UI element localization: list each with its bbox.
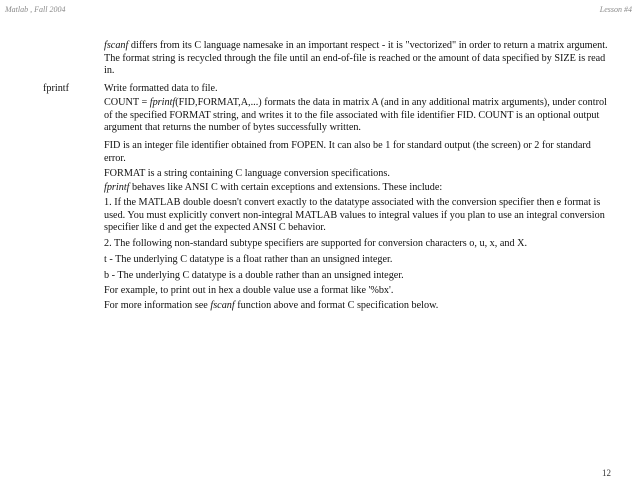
fprintf-fid: FID is an integer file identifier obtained from FOPEN. It can also be 1 for standard output (the screen) or 2 for standard error. [104, 140, 591, 164]
header-right: Lesson #4 [599, 5, 632, 14]
fprintf-format: FORMAT is a string containing C language conversion specifications. [104, 168, 390, 179]
syntax-fn-name: fprintf [149, 97, 176, 108]
fscanf-fn-name: fscanf [104, 40, 129, 51]
ansi-fn-name: fprintf [104, 182, 130, 193]
header-left: Matlab , Fall 2004 [5, 5, 66, 14]
page-number: 12 [602, 468, 611, 478]
syntax-post: (FID,FORMAT,A,...) formats the data in matrix A (and in any additional matrix arguments), under control of the specified FORMAT string, and writes it to the file associated with file identifier FID. COUNT is an optional output argument that returns the number of bytes successfully written. [104, 97, 607, 134]
fscanf-note [104, 40, 609, 78]
fprintf-subtype-t: t - The underlying C datatype is a float rather than an unsigned integer. [104, 254, 393, 265]
fprintf-item-2: 2. The following non-standard subtype specifiers are supported for conversion characters o, u, x, and X. [104, 238, 528, 249]
syntax-pre: COUNT = [104, 97, 150, 108]
fprintf-syntax [104, 97, 609, 135]
fscanf-note-text: differs from its C language namesake in an important respect - it is "vectorized" in order to return a matrix argument. The format string is recycled through the file until an end-of-file is reached or the amount of data specified by SIZE is read in. [104, 40, 608, 77]
more-post: function above and format C specification below. [234, 300, 439, 311]
fprintf-term: fprintf [43, 83, 70, 94]
fprintf-ansi [104, 182, 609, 195]
fprintf-more-info [104, 300, 609, 313]
fprintf-example: For example, to print out in hex a double value use a format like '%bx'. [104, 285, 394, 296]
more-fn-name: fscanf [210, 300, 235, 311]
more-pre: For more information see [104, 300, 211, 311]
fprintf-item-1: 1. If the MATLAB double doesn't convert exactly to the datatype associated with the conversion specifier then e format is used. You must explicitly convert non-integral MATLAB values to integral values if you plan to use an integral conversion specifier like d and get the expected ANSI C behavior. [104, 197, 605, 234]
fprintf-summary: Write formatted data to file. [104, 83, 218, 94]
ansi-rest: behaves like ANSI C with certain exceptions and extensions. These include: [129, 182, 443, 193]
fprintf-subtype-b: b - The underlying C datatype is a double rather than an unsigned integer. [104, 270, 404, 281]
